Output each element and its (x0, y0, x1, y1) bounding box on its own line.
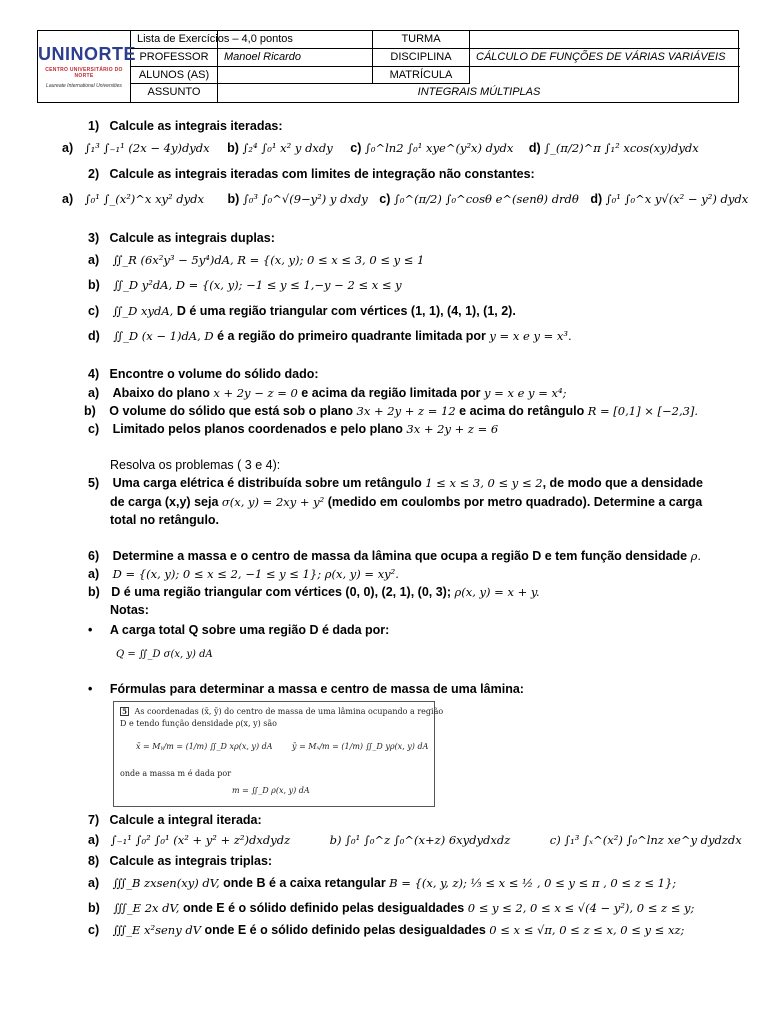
q4-a-plane: x + 2y − z = 0 (213, 386, 298, 400)
disciplina-value: CÁLCULO DE FUNÇÕES DE VÁRIAS VARIÁVEIS (470, 49, 740, 67)
figure-line-2: D e tendo função densidade ρ(x, y) são (120, 719, 277, 728)
p6b-text: D é uma região triangular com vértices (0, 0), (2, 1), (0, 3); (111, 585, 455, 599)
q3-c-text: D é uma região triangular com vértices (1, 1), (4, 1), (1, 2). (173, 304, 516, 318)
bullet-dot-2: • (88, 682, 93, 696)
q1-c-integral: ∫₀^ln2 ∫₀¹ xye^(y²x) dydx (364, 141, 514, 155)
q7-b-integral: ∫₀¹ ∫₀^z ∫₀^(x+z) 6xydydxdz (344, 833, 511, 847)
q3-b-integral: ∬_D y²dA, D = {(x, y); −1 ≤ y ≤ 1,−y − 2 ≤ x ≤ y (113, 278, 402, 292)
q1-d-label: d) (528, 141, 541, 155)
p6b-label: b) (88, 585, 100, 599)
q4-a-text2: e acima da região limitada por (297, 386, 485, 400)
q4-c-label: c) (88, 422, 100, 436)
bullet-dot-1: • (88, 623, 93, 637)
assunto-label: ASSUNTO (131, 84, 218, 102)
q2-b-integral: ∫₀³ ∫₀^√(9−y²) y dxdy (242, 192, 368, 206)
note-bullet-2-text: Fórmulas para determinar a massa e centro de massa de uma lâmina: (109, 682, 524, 696)
logo-sub-text: CENTRO UNIVERSITÁRIO DO NORTE (45, 67, 123, 79)
q8-b-label: b) (88, 901, 100, 915)
q7-title: 7) Calcule a integral iterada: (88, 813, 262, 827)
p6a-label: a) (88, 567, 100, 581)
matricula-label: MATRÍCULA (373, 67, 470, 85)
q2-b-label: b) (227, 192, 240, 206)
p6b-math: ρ(x, y) = x + y. (454, 585, 540, 599)
q8-c-integral: ∭_E x²seny dV (112, 923, 202, 937)
q2-items (62, 191, 748, 207)
figure-line-1 (120, 707, 443, 716)
q2-title: 2) Calcule as integrais iteradas com limites de integração não constantes: (88, 167, 535, 181)
q8-a-label: a) (88, 876, 100, 890)
q3-c-integral: ∬_D xydA, (112, 304, 174, 318)
q4-c-plane: 3x + 2y + z = 6 (406, 422, 499, 436)
q4-b-rectangle: R = [0,1] × [−2,3]. (587, 404, 699, 418)
q8-b (88, 900, 694, 916)
q7-c-label: c) (549, 833, 561, 847)
p6-line (88, 548, 701, 564)
q1-a-integral: ∫₁³ ∫₋₁¹ (2x − 4y)dydx (84, 141, 210, 155)
p5-rectangle: 1 ≤ x ≤ 3, 0 ≤ y ≤ 2 (425, 476, 543, 490)
q3-b-label: b) (88, 278, 100, 292)
q4-c-text1: Limitado pelos planos coordenados e pelo plano (112, 422, 407, 436)
q4-a-text1: Abaixo do plano (112, 386, 214, 400)
q8-a-integral: ∭_B zxsen(xy) dV, (112, 876, 220, 890)
q4-title: 4) Encontre o volume do sólido dado: (88, 367, 319, 381)
q4-a (88, 385, 566, 401)
note-bullet-1 (88, 622, 389, 638)
q3-c (88, 303, 516, 319)
p6-text: Determine a massa e o centro de massa da lâmina que ocupa a região D e tem função densidade (112, 549, 691, 563)
q1-c-label: c) (350, 141, 362, 155)
turma-label: TURMA (373, 31, 470, 49)
q8-c-text: onde E é o sólido definido pelas desigualdades (201, 923, 490, 937)
problems-intro: Resolva os problemas ( 3 e 4): (110, 458, 281, 472)
disciplina-label: DISCIPLINA (373, 49, 470, 67)
q2-c-integral: ∫₀^(π/2) ∫₀^cosθ e^(senθ) drdθ (393, 192, 579, 206)
q4-b-text1: O volume do sólido que está sob o plano (109, 404, 357, 418)
q8-c (88, 922, 684, 938)
q8-b-bounds: 0 ≤ y ≤ 2, 0 ≤ x ≤ √(4 − y²), 0 ≤ z ≤ y; (467, 901, 695, 915)
p5-text2a: de carga (x,y) seja (110, 495, 222, 509)
q4-b-text2: e acima do retângulo (455, 404, 588, 418)
note-bullet-1-text: A carga total Q sobre uma região D é dada por: (109, 623, 390, 637)
p5-text1a: Uma carga elétrica é distribuída sobre um retângulo (112, 476, 426, 490)
figure-text-1: As coordenadas (x̄, ȳ) do centro de massa de uma lâmina ocupando a região (134, 707, 444, 716)
q7-b-label: b) (329, 833, 342, 847)
q7-a-label: a) (88, 833, 100, 847)
q3-b (88, 277, 402, 293)
q1-b-label: b) (227, 141, 239, 155)
q3-a-integral: ∬_R (6x²y³ − 5y⁴)dA, R = {(x, y); 0 ≤ x ≤ 3, 0 ≤ y ≤ 1 (112, 253, 425, 267)
q8-b-text: onde E é o sólido definido pelas desigualdades (179, 901, 468, 915)
q3-c-label: c) (88, 304, 100, 318)
p6-b (88, 584, 540, 600)
q1-b-integral: ∫₂⁴ ∫₀¹ x² y dxdy (242, 141, 333, 155)
q3-d-text: é a região do primeiro quadrante limitada por (213, 329, 490, 343)
q1-d-integral: ∫_(π/2)^π ∫₁² xcos(xy)dydx (544, 141, 699, 155)
professor-value: Manoel Ricardo (218, 49, 373, 67)
p6-rho: ρ. (690, 549, 702, 563)
p6-a (88, 566, 399, 582)
logo-tag-text: Laureate International Universities (46, 83, 122, 89)
q4-c (88, 421, 498, 437)
q3-a (88, 252, 424, 268)
q3-d-curves: y = x e y = x³. (489, 329, 572, 343)
q8-c-label: c) (88, 923, 100, 937)
alunos-label: ALUNOS (AS) (131, 67, 218, 85)
q3-a-label: a) (88, 253, 100, 267)
q7-c-integral: ∫₁³ ∫ₓ^(x²) ∫₀^lnz xe^y dydzdx (564, 833, 742, 847)
p6-label: 6) (88, 549, 100, 563)
q3-title: 3) Calcule as integrais duplas: (88, 231, 275, 245)
ybar-formula: ȳ = Mₓ/m = (1/m) ∬_D yρ(x, y) dA (292, 742, 429, 751)
q8-b-integral: ∭_E 2x dV, (113, 901, 180, 915)
assunto-value: INTEGRAIS MÚLTIPLAS (417, 86, 541, 99)
q7-a-integral: ∫₋₁¹ ∫₀² ∫₀¹ (x² + y² + z²)dxdydz (110, 833, 291, 847)
professor-label: PROFESSOR (131, 49, 218, 67)
q1-title: 1) Calcule as integrais iteradas: (88, 119, 283, 133)
q2-d-label: d) (590, 192, 603, 206)
q4-a-label: a) (88, 386, 100, 400)
p6a-math: D = {(x, y); 0 ≤ x ≤ 2, −1 ≤ y ≤ 1}; ρ(x, y) = xy². (112, 567, 399, 581)
p5-line2 (110, 494, 702, 510)
notes-title: Notas: (110, 603, 149, 617)
p5-text1b: , de modo que a densidade (542, 476, 704, 490)
p5-line1 (88, 475, 703, 491)
q8-a-box: B = {(x, y, z); ⅓ ≤ x ≤ ½ , 0 ≤ y ≤ π , 0 ≤ z ≤ 1}; (389, 876, 677, 890)
q1-items (62, 140, 699, 156)
q4-a-curves: y = x e y = x⁴; (484, 386, 567, 400)
list-title-cell: Lista de Exercícios – 4,0 pontos (131, 31, 218, 49)
q2-c-label: c) (379, 192, 391, 206)
q4-b-label: b) (84, 404, 96, 418)
q2-d-integral: ∫₀¹ ∫₀^x y√(x² − y²) dydx (605, 192, 749, 206)
xbar-formula: x̄ = Mᵧ/m = (1/m) ∬_D xρ(x, y) dA (136, 742, 273, 751)
q2-a-label: a) (62, 192, 74, 206)
p5-density: σ(x, y) = 2xy + y² (221, 495, 325, 509)
q4-b-plane: 3x + 2y + z = 12 (356, 404, 456, 418)
q4-b (84, 403, 698, 419)
p5-label: 5) (88, 476, 100, 490)
note-bullet-2 (88, 681, 524, 697)
q8-c-bounds: 0 ≤ x ≤ √π, 0 ≤ z ≤ x, 0 ≤ y ≤ xz; (489, 923, 685, 937)
q1-a-label: a) (62, 141, 74, 155)
q8-title: 8) Calcule as integrais triplas: (88, 854, 273, 868)
charge-formula: Q = ∬_D σ(x, y) dA (116, 649, 213, 660)
logo-main-text: UNINORTE (38, 44, 136, 64)
q3-d (88, 328, 572, 344)
q3-d-label: d) (88, 329, 100, 343)
p5-line3: total no retângulo. (110, 513, 220, 527)
q8-a-text: onde B é a caixa retangular (219, 876, 390, 890)
q3-d-integral: ∬_D (x − 1)dA, D (113, 329, 214, 343)
figure-line-3: onde a massa m é dada por (120, 769, 232, 778)
p5-text2b: (medido em coulombs por metro quadrado). Determine a carga (324, 495, 703, 509)
figure-number: 5 (120, 707, 129, 716)
q2-a-integral: ∫₀¹ ∫_(x²)^x xy² dydx (84, 192, 205, 206)
q8-a (88, 875, 676, 891)
center-of-mass-figure (113, 701, 444, 807)
q7-items (88, 832, 742, 848)
mass-formula: m = ∬_D ρ(x, y) dA (232, 786, 310, 795)
